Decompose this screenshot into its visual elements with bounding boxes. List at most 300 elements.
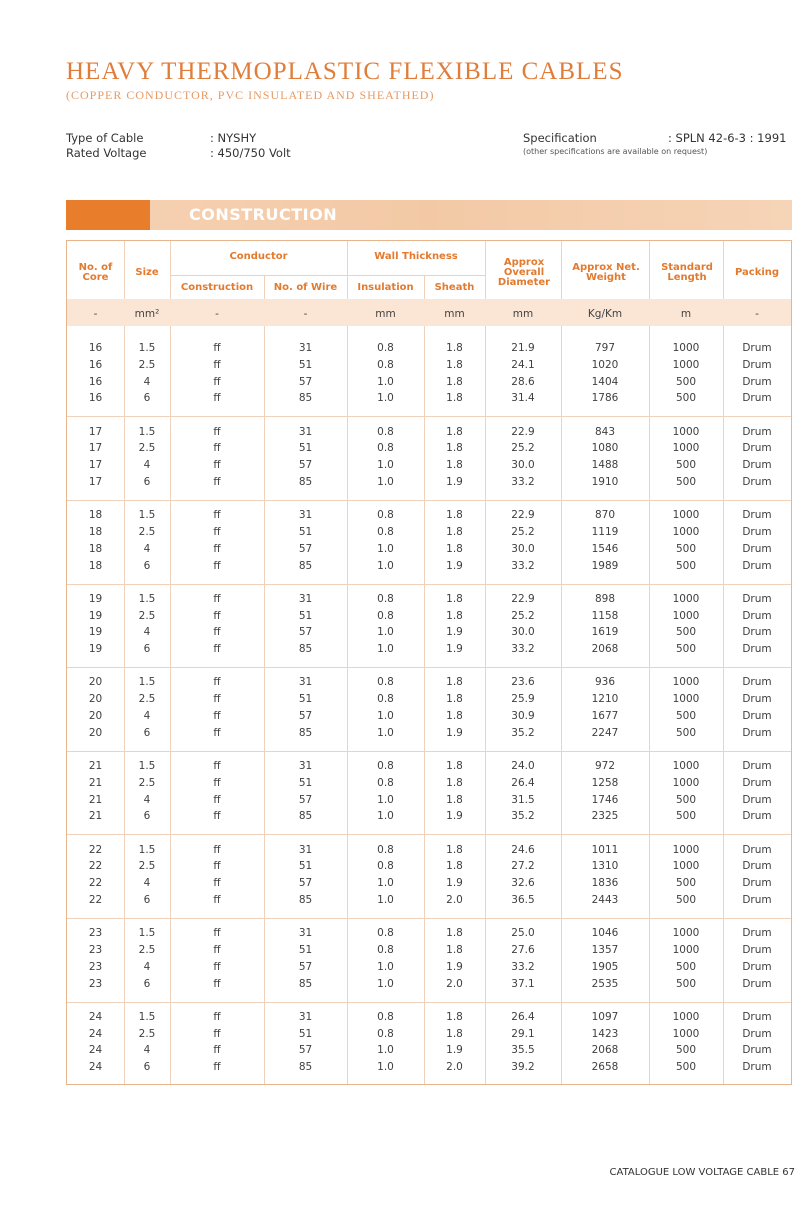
table-cell: 57 — [298, 626, 313, 639]
table-cell: 1.0 — [377, 1044, 394, 1057]
header-size: Size — [135, 267, 159, 278]
table-cell: 18 — [88, 526, 103, 538]
table-cell: 57 — [298, 459, 313, 472]
table-cell: 1.8 — [446, 342, 463, 354]
table-cell: 1020 — [591, 358, 619, 371]
table-cell: ff — [213, 1010, 221, 1023]
type-of-cable-value: : NYSHY — [210, 131, 257, 145]
table-cell: ff — [213, 960, 221, 973]
table-cell: ff — [213, 710, 221, 722]
table-cell: 2658 — [591, 1061, 619, 1074]
table-cell: 1046 — [591, 927, 619, 940]
table-cell: Drum — [742, 1010, 772, 1023]
table-cell: 1905 — [591, 960, 619, 973]
table-cell: ff — [213, 776, 221, 789]
table-cell: 2.5 — [138, 944, 156, 956]
table-cell: 51 — [298, 442, 313, 455]
table-cell: 32.6 — [511, 877, 535, 890]
table-cell: Drum — [742, 592, 772, 605]
table-cell: ff — [213, 609, 221, 622]
table-cell: Drum — [742, 927, 772, 940]
table-cell: 24.1 — [511, 358, 535, 371]
table-cell: 31 — [298, 843, 313, 856]
unit-cell: mm — [512, 308, 534, 320]
specification-note: (other specifications are available on request) — [523, 147, 708, 156]
table-cell: 2535 — [591, 977, 619, 990]
table-cell: 0.8 — [377, 944, 394, 956]
table-cell: 2247 — [591, 726, 619, 739]
table-cell: 898 — [594, 592, 616, 605]
table-cell: 57 — [298, 1044, 313, 1057]
table-cell: 22.9 — [511, 592, 535, 605]
table-cell: 1.9 — [446, 643, 463, 656]
table-cell: 1910 — [591, 476, 619, 488]
table-cell: 25.2 — [511, 442, 535, 455]
table-cell: 1746 — [591, 793, 619, 806]
table-cell: 1000 — [672, 526, 700, 538]
table-cell: 0.8 — [377, 860, 394, 873]
table-cell: 1.9 — [446, 960, 463, 973]
table-cell: 24 — [88, 1061, 103, 1074]
table-cell: 25.0 — [511, 927, 535, 940]
table-cell: 85 — [298, 643, 313, 656]
table-cell: ff — [213, 760, 221, 772]
section-banner — [66, 200, 792, 230]
table-cell: Drum — [742, 425, 772, 438]
table-cell: 1.8 — [446, 944, 463, 956]
specification-value: : SPLN 42-6-3 : 1991 — [668, 131, 787, 145]
table-cell: 843 — [594, 425, 616, 438]
table-cell: Drum — [742, 676, 772, 689]
table-cell: 4 — [143, 542, 151, 555]
table-cell: 22 — [88, 860, 103, 873]
table-cell: 1.8 — [446, 693, 463, 706]
table-cell: 23.6 — [511, 676, 535, 689]
table-cell: ff — [213, 1027, 221, 1040]
table-cell: 1.0 — [377, 559, 394, 572]
table-cell: ff — [213, 877, 221, 890]
table-cell: Drum — [742, 643, 772, 656]
unit-cell: mm² — [134, 308, 160, 320]
table-cell: 24.0 — [511, 760, 535, 772]
table-cell: 20 — [88, 726, 103, 739]
table-cell: 500 — [675, 1061, 697, 1074]
table-cell: ff — [213, 1061, 221, 1074]
table-cell: 31.5 — [511, 793, 535, 806]
table-cell: Drum — [742, 860, 772, 873]
table-cell: 2.5 — [138, 693, 156, 706]
table-cell: 1989 — [591, 559, 619, 572]
table-cell: 1423 — [591, 1027, 619, 1040]
table-cell: 51 — [298, 1027, 313, 1040]
table-cell: 19 — [88, 643, 103, 656]
table-cell: 2325 — [591, 810, 619, 823]
table-cell: ff — [213, 592, 221, 605]
table-cell: 27.2 — [511, 860, 535, 873]
table-cell: 51 — [298, 693, 313, 706]
table-cell: Drum — [742, 877, 772, 890]
table-cell: 1.8 — [446, 358, 463, 371]
table-cell: Drum — [742, 710, 772, 722]
unit-cell: - — [93, 308, 98, 320]
table-cell: 85 — [298, 894, 313, 906]
table-cell: 1000 — [672, 843, 700, 856]
table-cell: Drum — [742, 793, 772, 806]
table-cell: 31 — [298, 676, 313, 689]
table-cell: Drum — [742, 776, 772, 789]
table-cell: 1488 — [591, 459, 619, 472]
table-cell: ff — [213, 626, 221, 639]
table-cell: 22.9 — [511, 425, 535, 438]
table-cell: 1404 — [591, 375, 619, 388]
table-cell: 2.0 — [446, 1061, 463, 1074]
table-cell: 4 — [143, 1044, 151, 1057]
table-cell: 57 — [298, 793, 313, 806]
table-cell: 1.9 — [446, 726, 463, 739]
table-cell: 19 — [88, 592, 103, 605]
table-cell: 1000 — [672, 760, 700, 772]
table-cell: 500 — [675, 459, 697, 472]
header-divider — [561, 241, 562, 299]
table-cell: Drum — [742, 843, 772, 856]
table-cell: ff — [213, 860, 221, 873]
table-cell: 51 — [298, 860, 313, 873]
table-cell: Drum — [742, 442, 772, 455]
table-cell: ff — [213, 442, 221, 455]
table-cell: 1000 — [672, 693, 700, 706]
table-cell: 6 — [143, 392, 151, 405]
table-cell: 6 — [143, 476, 151, 488]
table-cell: 31 — [298, 342, 313, 354]
table-cell: 1000 — [672, 1027, 700, 1040]
table-cell: Drum — [742, 1027, 772, 1040]
table-cell: 29.1 — [511, 1027, 535, 1040]
table-cell: Drum — [742, 810, 772, 823]
group-separator — [67, 667, 791, 668]
table-cell: 0.8 — [377, 843, 394, 856]
table-cell: 500 — [675, 375, 697, 388]
table-cell: 1.5 — [138, 760, 156, 772]
table-cell: 1000 — [672, 609, 700, 622]
table-cell: 500 — [675, 894, 697, 906]
table-cell: 1.8 — [446, 843, 463, 856]
table-cell: 1546 — [591, 542, 619, 555]
table-cell: 1.9 — [446, 877, 463, 890]
table-cell: Drum — [742, 1044, 772, 1057]
group-separator — [67, 584, 791, 585]
table-cell: ff — [213, 944, 221, 956]
table-cell: 1210 — [591, 693, 619, 706]
type-of-cable-label: Type of Cable — [66, 131, 144, 145]
table-cell: 500 — [675, 392, 697, 405]
table-cell: 16 — [88, 342, 103, 354]
table-cell: ff — [213, 643, 221, 656]
header-sheath: Sheath — [434, 282, 475, 293]
table-cell: 1677 — [591, 710, 619, 722]
group-separator — [67, 500, 791, 501]
table-cell: 16 — [88, 392, 103, 405]
table-cell: 57 — [298, 960, 313, 973]
table-cell: Drum — [742, 559, 772, 572]
table-cell: 1.5 — [138, 342, 156, 354]
table-cell: 1.9 — [446, 1044, 463, 1057]
table-cell: 1000 — [672, 676, 700, 689]
table-cell: 57 — [298, 877, 313, 890]
table-cell: 1.9 — [446, 476, 463, 488]
table-cell: 51 — [298, 526, 313, 538]
table-cell: 35.2 — [511, 810, 535, 823]
table-cell: 1.8 — [446, 1010, 463, 1023]
table-cell: 24 — [88, 1010, 103, 1023]
table-cell: 1.8 — [446, 676, 463, 689]
page-subtitle: (COPPER CONDUCTOR, PVC INSULATED AND SHEATHED) — [66, 88, 435, 102]
table-cell: 1.5 — [138, 927, 156, 940]
table-cell: 1.8 — [446, 442, 463, 455]
table-cell: 2.5 — [138, 860, 156, 873]
table-cell: ff — [213, 693, 221, 706]
table-cell: 500 — [675, 726, 697, 739]
table-cell: 6 — [143, 1061, 151, 1074]
table-cell: 1000 — [672, 358, 700, 371]
table-cell: ff — [213, 542, 221, 555]
table-cell: 500 — [675, 1044, 697, 1057]
header-conductor: Conductor — [229, 251, 288, 262]
unit-cell: - — [215, 308, 219, 320]
header-no-of-core: No. of Core — [78, 262, 113, 283]
table-cell: 33.2 — [511, 559, 535, 572]
table-cell: 22 — [88, 843, 103, 856]
table-cell: 1.8 — [446, 609, 463, 622]
table-cell: ff — [213, 843, 221, 856]
table-cell: Drum — [742, 726, 772, 739]
table-cell: 1.0 — [377, 542, 394, 555]
header-construction: Construction — [180, 282, 254, 293]
table-cell: 1.0 — [377, 1061, 394, 1074]
table-cell: Drum — [742, 342, 772, 354]
table-cell: 1.8 — [446, 592, 463, 605]
table-cell: 17 — [88, 476, 103, 488]
table-cell: 1.8 — [446, 860, 463, 873]
header-packing: Packing — [734, 267, 780, 278]
table-cell: 2068 — [591, 643, 619, 656]
table-cell: 0.8 — [377, 927, 394, 940]
group-separator — [67, 1002, 791, 1003]
table-cell: 17 — [88, 425, 103, 438]
table-cell: 1.8 — [446, 1027, 463, 1040]
table-cell: 1011 — [591, 843, 619, 856]
table-cell: 1000 — [672, 509, 700, 522]
table-cell: 18 — [88, 559, 103, 572]
table-cell: Drum — [742, 609, 772, 622]
table-cell: 0.8 — [377, 760, 394, 772]
table-cell: 51 — [298, 358, 313, 371]
table-cell: 30.0 — [511, 459, 535, 472]
table-cell: 22 — [88, 877, 103, 890]
table-cell: 1.0 — [377, 710, 394, 722]
table-cell: 17 — [88, 459, 103, 472]
table-cell: 25.9 — [511, 693, 535, 706]
table-cell: 1619 — [591, 626, 619, 639]
table-cell: 37.1 — [511, 977, 535, 990]
table-cell: 20 — [88, 676, 103, 689]
table-cell: Drum — [742, 358, 772, 371]
table-cell: 31 — [298, 509, 313, 522]
unit-cell: mm — [375, 308, 396, 320]
table-cell: 6 — [143, 977, 151, 990]
table-cell: 30.9 — [511, 710, 535, 722]
table-cell: Drum — [742, 375, 772, 388]
table-cell: 1000 — [672, 442, 700, 455]
table-cell: 85 — [298, 1061, 313, 1074]
table-cell: 1000 — [672, 927, 700, 940]
table-cell: 0.8 — [377, 358, 394, 371]
table-cell: 31 — [298, 760, 313, 772]
table-cell: 1.9 — [446, 559, 463, 572]
table-cell: 4 — [143, 793, 151, 806]
page-footer: CATALOGUE LOW VOLTAGE CABLE 67 — [609, 1167, 795, 1178]
header-insulation: Insulation — [357, 282, 414, 293]
table-cell: 24 — [88, 1027, 103, 1040]
table-cell: 1.0 — [377, 476, 394, 488]
table-cell: 500 — [675, 960, 697, 973]
table-cell: 1.8 — [446, 425, 463, 438]
table-cell: 33.2 — [511, 476, 535, 488]
table-cell: 31.4 — [511, 392, 535, 405]
construction-table — [66, 240, 792, 1085]
table-cell: Drum — [742, 509, 772, 522]
table-cell: 2.5 — [138, 776, 156, 789]
table-cell: ff — [213, 476, 221, 488]
table-cell: 36.5 — [511, 894, 535, 906]
table-cell: 6 — [143, 559, 151, 572]
table-cell: Drum — [742, 944, 772, 956]
table-cell: Drum — [742, 459, 772, 472]
table-cell: 500 — [675, 643, 697, 656]
table-cell: 23 — [88, 927, 103, 940]
unit-cell: m — [680, 308, 692, 320]
table-cell: 500 — [675, 877, 697, 890]
table-cell: 0.8 — [377, 609, 394, 622]
table-cell: 23 — [88, 977, 103, 990]
table-cell: Drum — [742, 392, 772, 405]
table-cell: 2443 — [591, 894, 619, 906]
table-cell: 1.8 — [446, 459, 463, 472]
table-cell: 0.8 — [377, 442, 394, 455]
table-cell: 0.8 — [377, 1010, 394, 1023]
table-cell: 4 — [143, 877, 151, 890]
table-cell: 21 — [88, 760, 103, 772]
table-cell: ff — [213, 894, 221, 906]
table-cell: 0.8 — [377, 342, 394, 354]
table-cell: 28.6 — [511, 375, 535, 388]
table-cell: 1000 — [672, 860, 700, 873]
table-cell: 1.8 — [446, 760, 463, 772]
table-cell: Drum — [742, 626, 772, 639]
header-wall-thickness: Wall Thickness — [374, 251, 458, 262]
table-cell: 1357 — [591, 944, 619, 956]
table-cell: 500 — [675, 810, 697, 823]
table-cell: 1000 — [672, 776, 700, 789]
table-cell: 972 — [594, 760, 616, 772]
table-cell: 17 — [88, 442, 103, 455]
table-cell: Drum — [742, 693, 772, 706]
table-cell: 21 — [88, 776, 103, 789]
table-cell: 25.2 — [511, 526, 535, 538]
table-cell: ff — [213, 358, 221, 371]
table-cell: 1.8 — [446, 793, 463, 806]
table-cell: 0.8 — [377, 776, 394, 789]
table-cell: 31 — [298, 425, 313, 438]
table-cell: 18 — [88, 542, 103, 555]
table-cell: ff — [213, 509, 221, 522]
table-cell: 0.8 — [377, 592, 394, 605]
section-title: CONSTRUCTION — [189, 205, 338, 224]
table-cell: 0.8 — [377, 425, 394, 438]
table-cell: 1.8 — [446, 542, 463, 555]
table-cell: 1.8 — [446, 375, 463, 388]
table-cell: 31 — [298, 927, 313, 940]
table-cell: 27.6 — [511, 944, 535, 956]
table-cell: 2.5 — [138, 442, 156, 455]
table-cell: 1.8 — [446, 509, 463, 522]
table-cell: 4 — [143, 960, 151, 973]
table-cell: 936 — [594, 676, 616, 689]
table-cell: 0.8 — [377, 509, 394, 522]
table-cell: 1.9 — [446, 810, 463, 823]
table-cell: ff — [213, 810, 221, 823]
table-cell: 22.9 — [511, 509, 535, 522]
table-cell: 1158 — [591, 609, 619, 622]
section-banner-accent — [66, 200, 150, 230]
table-cell: ff — [213, 392, 221, 405]
table-cell: 85 — [298, 392, 313, 405]
table-cell: 57 — [298, 375, 313, 388]
table-cell: ff — [213, 927, 221, 940]
unit-cell: - — [303, 308, 308, 320]
table-cell: 1.8 — [446, 526, 463, 538]
table-cell: 1.5 — [138, 843, 156, 856]
table-cell: 1.0 — [377, 392, 394, 405]
table-cell: 1.0 — [377, 810, 394, 823]
table-cell: 1.0 — [377, 626, 394, 639]
table-cell: 31 — [298, 1010, 313, 1023]
table-cell: 30.0 — [511, 542, 535, 555]
unit-cell: mm — [444, 308, 465, 320]
table-cell: 21 — [88, 810, 103, 823]
table-cell: ff — [213, 977, 221, 990]
table-cell: 85 — [298, 476, 313, 488]
table-cell: 500 — [675, 977, 697, 990]
unit-cell: - — [755, 308, 759, 320]
table-cell: ff — [213, 1044, 221, 1057]
table-cell: 1.0 — [377, 375, 394, 388]
table-cell: 1.5 — [138, 1010, 156, 1023]
table-cell: 22 — [88, 894, 103, 906]
rated-voltage-value: : 450/750 Volt — [210, 146, 291, 160]
table-cell: 51 — [298, 609, 313, 622]
table-cell: 51 — [298, 776, 313, 789]
table-cell: Drum — [742, 526, 772, 538]
table-cell: 2.0 — [446, 977, 463, 990]
table-cell: 1.5 — [138, 509, 156, 522]
rated-voltage-label: Rated Voltage — [66, 146, 147, 160]
table-cell: 18 — [88, 509, 103, 522]
header-no-of-wire: No. of Wire — [273, 282, 338, 293]
table-cell: Drum — [742, 476, 772, 488]
table-cell: 1836 — [591, 877, 619, 890]
table-cell: 1097 — [591, 1010, 619, 1023]
table-cell: 21.9 — [511, 342, 535, 354]
